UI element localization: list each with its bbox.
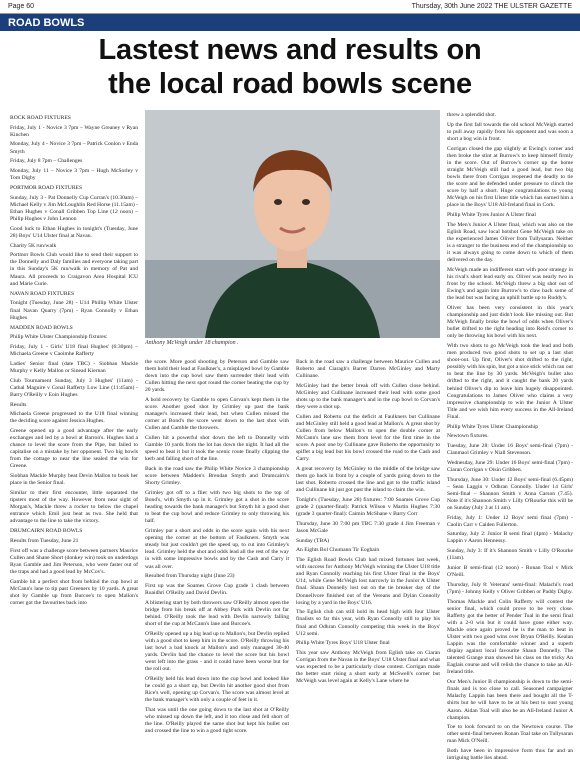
paragraph: Friday, July 1 - Novice 3 7pm – Wayne Greaney v Ryan Kinchen [10, 124, 138, 138]
paragraph: Philip White Tyres Boys' U18 Ulster final [296, 640, 390, 647]
paragraph: Newtown fixtures. [447, 433, 489, 440]
paragraph: Greene opened up a good advantage after the early exchanges and led by a bowl at Barron's. Hughes had a chance to level the score from the Pipe, but failed to capitalise on a mistake by her opponent. Two big bowls from the cottage to near the line sealed the win for Greene. [10, 427, 138, 470]
paragraph: O'Reilly opened up a big lead up to Mallon's, but Devlin replied with a good shot to keep him in the score. O'Reilly throwing his last bowl a bad knock at Mallon's and only managed 30-40 yards. Devlin had the chance to level the score but his bowl went left into the grass - and it could have been worse but for the roll out. [145, 630, 289, 673]
paragraph: Tuesday, June 28: Under 16 Boys' semi-final (7pm) - Cianmaol Grimley v Niall Stevenson. [447, 442, 573, 457]
section-banner: ROAD BOWLS [0, 14, 580, 31]
paragraph: Thursday, June 30 7:00 pm TBC 7:30 grade 4 Jim Freeman v Jason McGale [296, 520, 440, 535]
paragraph: threw a splendid shot. [447, 112, 497, 118]
column-1 [10, 112, 138, 732]
paragraph: Our Men's Junior B championship is down to the semi-finals and is too close to call. Seasoned campaigner Malachy Lappin has been there and bought all the T-shirts but he will have to be at his best to oust young Aaron. Aidan Toal will also be an All-Ireland Junior A champion. [447, 679, 573, 721]
paragraph: the score. More good shooting by Peterson and Gamble saw them hold their lead at Faulkner's, a misplayed bowl by Gamble down into the cup bowl saw them surrender their lead with Cullen hitting the next spot round the corner beating the cup by 20 yards. [145, 359, 289, 394]
headline-line-1: Lastest news and results on [98, 34, 482, 66]
paragraph: Friday, July 8 7pm – Challenges [10, 158, 83, 165]
paragraph: This year saw Anthony McVeigh from Eglish take on Ciaran Corrigan from the Navan in the Boys' U18 Ulster final and what was expected to be a particularly close contest. Corrigan made the better start rising a short early at McSwell's corner but McVeigh was level again at Kelly's Lane where he [296, 650, 440, 685]
paragraph: Friday, July 1 - Girls' U18 final Hughes' (6:30pm) – Michaela Greene v Caoimhe Rafferty [10, 344, 138, 358]
paragraph: Gamble hit a perfect shot from behind the cup bowl at McCann's lane to tip past Greeners by 10 yards. A great shot by Gamble up from Burcoe's to open Mallon's corner got the favourites back into [10, 578, 138, 606]
player-photo [145, 110, 440, 338]
paragraph: O'Reilly held his lead down into the cup bowl and looked like he could go a short up, but Devlin hit another good shot from Rice's well, opening up Corvan's. The score was almost level at the bank manager's with only a couple of feet in it. [145, 675, 289, 704]
paragraph: Sunday, July 3 - Pat Donnelly Cup Curran's (10.30am) – Michael Kelly v Jim McLoughlin Red Horse (11.15am) - Ethan Hughes v Conall Gribben Top Line (12 noon) – Philip Hughes v John Lennon [10, 194, 138, 223]
paragraph: Monday, July 11 – Novice 3 7pm – Hugh McSorley v Tom Digby [10, 167, 138, 182]
paragraph: Junior B semi-final (12 noon) - Ronan Toal v Mick O'Neill. [447, 564, 573, 579]
headline [0, 33, 580, 101]
paragraph: Philip White Tyres Ulster Championship [447, 423, 539, 430]
paragraph: Michaela Greene progressed to the U18 final winning the deciding score against Jessica Hughes. [10, 411, 138, 425]
paragraph: Thursday, June 30: Under 12 Boys' semi-final (6.45pm) – Sean Laggin v Odhran Connolly. Under 14 Girls' Semi-final – Shannon Smith v Anna Carson (7.45). Note if it's Shannon Smith v Lilly O'Rourke this will be on Sunday (July 3 at 11 am). [447, 476, 573, 511]
paragraph: A bold recovery by Gamble to open Corvan's kept them in the score. Another good shot by Grimley up past the bank manager's increased their lead, but when Cullen missed the corner at Bond's the score went down to the last shot with Cullen and Gamble the throwers. [145, 397, 289, 432]
paragraph: Philip White Tyres Junior A Ulster final [447, 212, 536, 218]
subheading: ROCK ROAD FIXTURES [10, 115, 71, 121]
paragraph: Sunday (TBA) [296, 537, 330, 544]
paragraph: Tonight's (Tuesday, June 28) fixtures: 7:00 Soames Grove Cup grade 2 (quarter-final): Patrick Wilson v Martin Hughes 7:30 (grade 3 quarter-final): Caimin McShane v Barry Corr [296, 497, 440, 518]
paragraph: Cullen hit a powerful shot down the left to Donnelly with Gamble 10 yards from the lot has down the night. It had all the speed to beat it but it took the scenic route finally clipping the kerb and falling short of the line. [145, 435, 289, 463]
paragraph: An Eights Bol Chumann Tir Eoghain [296, 547, 380, 554]
paragraph: Results [10, 401, 27, 408]
paragraph: Cullen and Roberto cut the deficit at Faulkners but Cullinane and McGinley still held a good lead at Mallon's. A great shot by Cullen from below Mallon's to open the double corner at McCann's lane saw them from level for the first time in the score. A poor one by Cullinane gave Roberto the opportunity to spiflet a big lead but his bowl crossed the road to the Cash and Carry. [296, 413, 440, 463]
column-4 [447, 112, 573, 762]
paragraph: Ladies' Senior final (date TBC) - Siobhan Mackle Murphy v Kelly Mallon or Sinead Kiernan [10, 360, 138, 374]
issue-date: Thursday, 30th June 2022 THE ULSTER GAZETTE [411, 3, 572, 10]
paragraph: Thursday, July 8: Veterans' semi-final: Malachi's road (7pm) - Johnny Kelly v Oliver Gribben or Paddy Digby. [447, 581, 573, 595]
paragraph: Grimley got off to a flier with two big shots to the top of Bond's, with Smyth up in it. Grimley got a shot in the score heading towards the bank manager's but Smyth hit a good shot to beat the cup bowl and reduce Grimley to only throwing his half. [145, 489, 289, 525]
subheading: DRUMCAIRN ROAD BOWLS [10, 528, 83, 535]
paragraph: That was until the one going down to the last shot at O'Reilly who missed up down the left, and it too close and fell short of the line. O'Reilly played the same shot but kept his bullet out and crossed the line to win a good tight score. [145, 706, 289, 735]
page-header [0, 0, 580, 14]
paragraph: First up was the Soames Grove Cup grade 1 clash between Ruaidhri O'Reilly and David Devlin. [145, 582, 289, 596]
paragraph: Tonight (Tuesday, June 28) - U14 Phillip White Ulster final Navan Quarry (7pm) - Ryan Connolly v Ethan Hughes [10, 300, 138, 321]
paragraph: Monday, July 4 - Novice 3 7pm – Patrick Conlon v Enda Smyth [10, 141, 138, 155]
photo-caption: Anthony McVeigh under 18 champion . [145, 340, 239, 346]
paragraph: The Eglish Road Bowls Club had mixed fortunes last week, with success for Anthony McVeigh winning the Ulster U18 title and Ryan Connolly reaching his first Ulster final in the Boys' U14, while Gene McVeigh lost narrowly in the Junior A Ulster final. Shaun Donnelly lost out on the tie breaker day of the Donnellvore finished out of the Vereans and Dylan Connolly losing by a yard in the Boys' U16. [296, 557, 440, 606]
paragraph: Saturday, July 2: Junior B semi final (4pm) - Malachy Lappin v Aaron Hennessy. [447, 531, 573, 545]
paragraph: Wednesday, June 29: Under 16 Boys' semi-final (7pm) - Ciaran Corrigan v Oisin Gribben. [447, 459, 573, 473]
paragraph: Up the first fall towards the old school McVeigh started to pull away rapidly from his opponent and was soon a short a bog win in front. [447, 121, 573, 142]
subheading: MADDEN ROAD BOWLS [10, 324, 73, 331]
paragraph: A great recovery by McGinley to the middle of the bridge saw them go back in front by a couple of yards going down to the last shot. Roberto crossed the line and got to the traffic island and Cullinane hit just got past the island to claim the win. [296, 466, 440, 494]
paragraph: Grimley put a short and odds in the score again with his next opening the corner at the bottom of Faulkners. Smyth was steady but just couldn't get the speed up, to cut into Grimley's lead. Grimley held the shot and odds lead all the rest of the way in with some impressive bowls and by the Cash and Carry it was all over. [145, 528, 289, 570]
subheading: PORTMOR ROAD FIXTURES [10, 185, 83, 192]
paragraph: The Eglish club can still hold its head high with four Ulster finalists so far this year, with Ryan Connolly still to play his final and Odhran Connolly competing this week in the Boys' U12 semi. [296, 609, 440, 637]
paragraph: A blistering start by both throwers saw O'Reilly almost open the bridge from his break off at Abbey Park with Devlin not far behind. O'Reilly took the lead with Devlin narrowly falling short of the cup at McCann's lane and Burcoe's. [145, 599, 289, 627]
page-number: Page 60 [8, 3, 35, 10]
paragraph: Similar to their first encounter, little separated the tipsters most of the way. However from near sight of Morgan's, Mackle threw a rocker to below the chapel entrance which Emil just beat as two. She held that advantage to the line to take the victory. [10, 489, 138, 525]
paragraph: The Men's Junior A Ulster final, which was also on the Eglish Road, saw local hotshot Gene McVeigh take on the experienced James Oliver from Tullysaran. Neither is a stranger to the business end of the championship so it was always going to come down to which of them delivered on the day. [447, 221, 573, 264]
subheading: NAVAN ROAD FIXTURES [10, 290, 75, 297]
paragraph: Toe to look forward to on the Newtown course. The other semi-final between Ronan Toal take on Tullysaran man Mick O'Neill. [447, 724, 573, 745]
paragraph: Back in the road saw a challenge between Maurice Cullen and Roberto and Ciaragh's Barret Darren McGinley and Marty Cullinane. [296, 359, 440, 380]
boy-portrait-image [145, 110, 440, 338]
paragraph: Siobhan Mackle Murphy beat Devin Mallon to book her place in the Senior final. [10, 473, 138, 487]
paragraph: McVeigh made an indifferent start with poor strategy in his rival's short lead early on. Oliver was nearly two in front by the school. McVeigh threw a big shot out of Ewing's and again into Burrow's to claw back some of the lead but was facing an uphill battle up to Ruddy's. [447, 266, 573, 302]
paragraph: Charity 5K run/walk [10, 242, 57, 249]
paragraph: Philip White Ulster Championship fixtures: [10, 334, 108, 341]
paragraph: Back in the road saw the Philip White Novice 3 championship score between Madden's Brendan Smyth and Drumcairn's Shorty Grimley. [145, 466, 289, 487]
column-2 [145, 359, 289, 735]
paragraph: Sunday, July 3: If it's Shannon Smith v Lilly O'Rourke (11am). [447, 548, 573, 562]
column-3 [296, 359, 440, 732]
paragraph: Corrigan closed the gap slightly at Ewing's corner and then broke the stint at Burrow's to keep himself firmly in the score. Out of Burrow's corner up the home straight McVeigh still had a good lead, but two big bowls there from Corrigan reopened the deadly to tie the score and he defended under pressure to clinch the score by half a short. Huge congratulations to young McVeigh on his first Ulster title which has earned him a place in the Boys' U18 All-Ireland final in Cork. [447, 145, 573, 209]
paragraph: Friday, July 1: Under 12 Boys' semi final (7pm) - Caolin Carr v Caiden Fullerton. [447, 514, 573, 528]
paragraph: Thomas Mackle and Colin Rafferty will contest the senior final, which could prove to be very close. Rafferty got the better of Pender Toal in the semi final with a 2-0 win but it could have gone either way. Mackle once again proved he is the man to beat in Ulster with two good wins over Bryan O'Reilly. Kealan Lappin was the comfortable winner and a superb display against local favourite Shaun Donnelly. The talented Grange man showed his class on the tricky An Eaglais course and will relish the chance to take an All-Ireland title. [447, 598, 573, 676]
headline-line-2: the local road bowls scene [108, 68, 472, 100]
paragraph: Resulted from Thursday night (June 23) [145, 573, 235, 580]
paragraph: Good luck to Ethan Hughes in tonight's (Tuesday, June 28) Boys' U14 Ulster final at Navan. [10, 225, 138, 239]
paragraph: First off was a challenge score between partners Maurice Cullen and Shane Short (donkey win) took on underdogs Ryan Gamble and Jim Peterson, who were faster out of the traps and had a good lead by McCov's. [10, 547, 138, 576]
paragraph: Both have been in impressive form thus far and an intriguing battle lies ahead. [447, 748, 573, 762]
paragraph: McGinley had the better break off with Cullen close behind. McGinley and Cullinane increased their lead with some good shots up to the bank manager's and in the cup bowl to Corvan's they were a shot up. [296, 382, 440, 411]
paragraph: Club Tournament Sunday, July 3 Hughes' (11am) - Cathal Maguire v Conal Rafferty Low Line (11:45am) - Barry O'Reilly v Eoin Hughes [10, 377, 138, 398]
paragraph: Results from Tuesday, June 21 [10, 538, 79, 545]
paragraph: With two shots to go McVeigh took the lead and both men produced two good shots to set up a last shot shoot-out. Up first, Oliver's shot drifted to the right, possibly with his spin, but got a nice stick which ran out to beat the line by 30 yards. McVeigh's bullet also drifted to the right, and it caught the bank 20 yards behind Oliver's dip to leave him hugely disappointed. Congratulations to James Oliver who claims a very impressive championship to win the Junior A Ulster Title and we wish him every success in the All-Ireland Final. [447, 342, 573, 420]
paragraph: Portmor Bowls Club would like to send their support to the Donnelly and Daly families and everyone taking part in this Sunday's 5K run/walk in memory of Pat and Maura. All proceeds to Craigavon Area Hospital ICU and Marie Curie. [10, 252, 138, 287]
paragraph: Oliver has been very consistent in this year's championship and just didn't look like missing out. But McVeigh finally broke the bowl of odds when Oliver's bullet drifted to the right heading into Reid's corner to only be throwing his bowl with his next. [447, 304, 573, 340]
